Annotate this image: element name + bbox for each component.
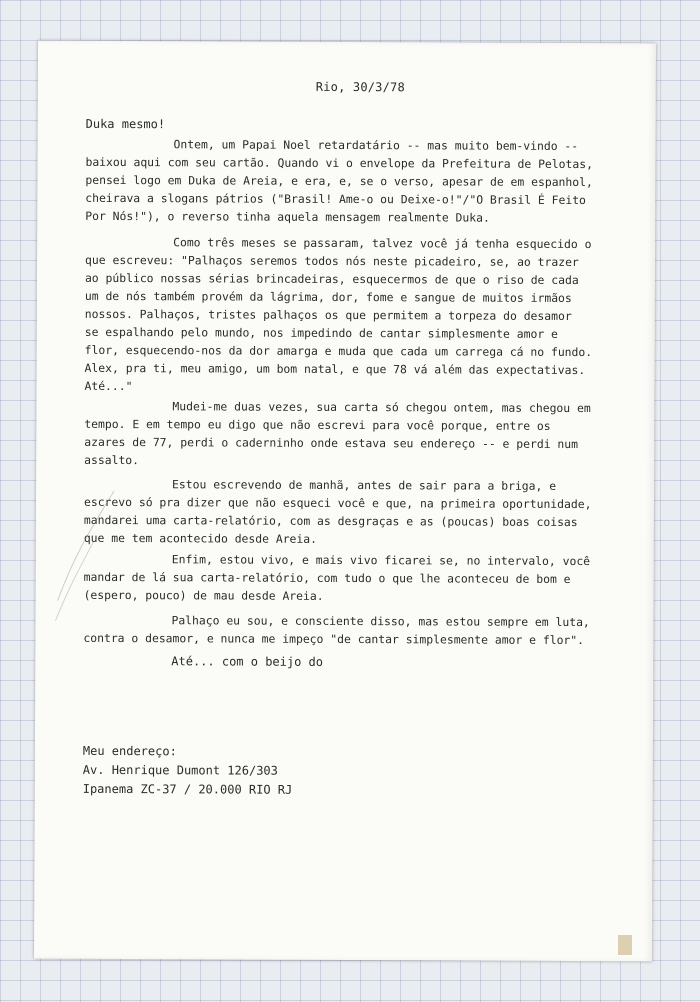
paragraph-3 (84, 397, 650, 471)
paragraph-line: nossos. Palhaços, tristes palhaços os que permitem a torpeza do desamor (84, 306, 572, 323)
paragraph-line: Como três meses se passaram, talvez você já tenha esquecido o (173, 235, 592, 252)
paragraph-line: cheirava a slogans pátrios ("Brasil! Ame-o ou Deixe-o!"/"O Brasil É Feito (85, 190, 586, 208)
paragraph-line: Por Nós!"), o reverso tinha aquela mensagem realmente Duka. (85, 208, 490, 225)
address-label: Meu endereço: (82, 743, 177, 759)
paragraph-line: um de nós também provém da lágrima, dor, fome e sangue de muitos irmãos (84, 288, 572, 305)
letter-date: Rio, 30/3/78 (315, 79, 405, 95)
paragraph-line: Alex, pra ti, meu amigo, um bom natal, e que 78 vá além das expectativas. (84, 360, 586, 378)
paragraph-line: que escreveu: "Palhaços seremos todos nós neste picadeiro, se, ao trazer (85, 252, 579, 270)
paragraph-line: mandar de lá sua carta-relatório, com tudo o que lhe aconteceu de bom e (83, 569, 571, 586)
paragraph-4 (84, 475, 650, 549)
paragraph-line: Enfim, estou vivo, e mais vivo ficarei se, no intervalo, você (171, 552, 591, 569)
tape-strip (618, 935, 632, 955)
paragraph-line: escrevo só pra dizer que não esqueci você e que, na primeira oportunidade, (83, 494, 592, 512)
paragraph-1 (85, 135, 651, 227)
paragraph-line: ao público nossas sérias brincadeiras, esquecermos de que o riso de cada (84, 270, 579, 288)
paragraph-line: que me tem acontecido desde Areia. (83, 530, 318, 546)
address-block (83, 742, 293, 800)
paragraph-line: contra o desamor, e nunca me impeço "de cantar simplesmente amor e flor". (83, 630, 585, 648)
paragraph-line: flor, esquecendo-nos da dor amarga e muda que cada um carrega cá no fundo. (84, 342, 593, 360)
closing-line: Até... com o beijo do (171, 654, 324, 669)
paragraph-2 (84, 233, 651, 397)
paragraph-line: Estou escrevendo de manhã, antes de sair para a briga, e (172, 477, 557, 493)
paragraph-line: (espero, pouco) de mau desde Areia. (83, 587, 324, 603)
paragraph-line: azares de 77, perdi o caderninho onde estava seu endereço -- e perdi num (84, 434, 579, 452)
paragraph-line: Até..." (84, 378, 133, 394)
paragraph-line: se espalhando pelo mundo, nos impedindo de cantar simplesmente amor e (84, 324, 558, 341)
paragraph-line: baixou aqui com seu cartão. Quando vi o envelope da Prefeitura de Pelotas, (85, 154, 593, 172)
paragraph-line: Ontem, um Papai Noel retardatário -- mas muito bem-vindo -- (173, 137, 579, 154)
paragraph-line: assalto. (84, 452, 140, 468)
paragraph-6 (83, 611, 649, 649)
paragraph-line: mandarei uma carta-relatório, com as desgraças e as (poucas) boas coisas (83, 512, 578, 530)
address-line-1: Av. Henrique Dumont 126/303 (82, 762, 278, 778)
address-line-2: Ipanema ZC-37 / 20.000 RIO RJ (82, 781, 293, 797)
paragraph-line: pensei logo em Duka de Areia, e era, e, se o verso, apesar de em espanhol, (85, 172, 593, 190)
paragraph-line: tempo. E em tempo eu digo que não escrevi para você porque, entre os (84, 416, 551, 433)
paragraph-5 (84, 550, 650, 606)
salutation: Duka mesmo! (85, 116, 166, 132)
paragraph-line: Mudei-me duas vezes, sua carta só chegou ontem, mas chegou em (172, 399, 591, 416)
letter-sheet (34, 41, 656, 962)
paragraph-line: Palhaço eu sou, e consciente disso, mas estou sempre em luta, (171, 613, 590, 630)
